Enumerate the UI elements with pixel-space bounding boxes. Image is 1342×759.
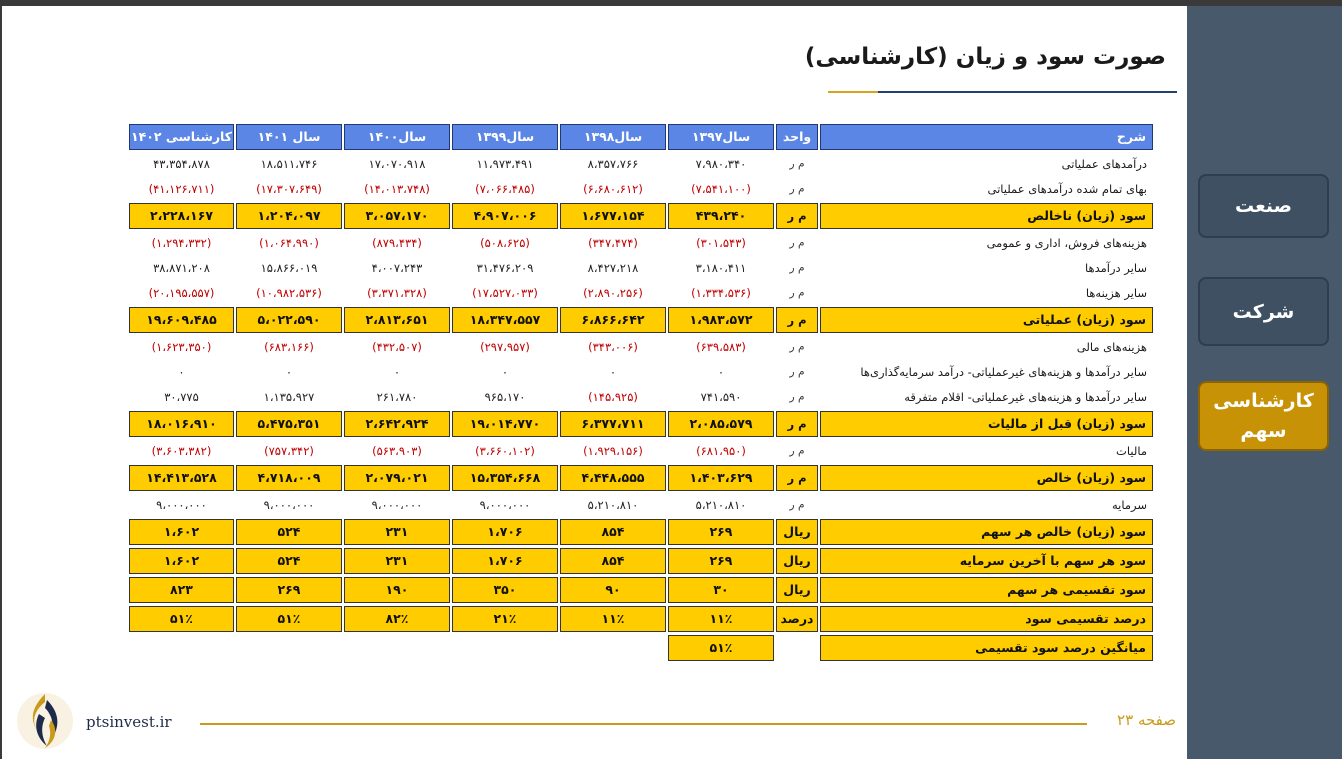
row-value: ۵۲۴ [236, 548, 342, 574]
row-value: ۱۸،۰۱۶،۹۱۰ [129, 411, 234, 437]
table-row [129, 178, 1153, 200]
row-value: (۱،۳۳۴،۵۳۶) [691, 286, 751, 300]
row-value: ۱۱٪ [560, 606, 666, 632]
row-value: (۱،۲۹۴،۳۳۲) [151, 236, 212, 250]
row-value: ۱،۹۸۳،۵۷۲ [668, 307, 774, 333]
row-value: ۵۲۴ [236, 519, 342, 545]
table-row [129, 203, 1153, 229]
row-description: سرمایه [1111, 498, 1147, 512]
row-value: ۱۴،۴۱۳،۵۲۸ [129, 465, 234, 491]
row-value: (۱۷،۵۲۷،۰۳۳) [472, 286, 538, 300]
row-value: ۱۹،۶۰۹،۴۸۵ [129, 307, 234, 333]
row-value: ۲،۸۱۳،۶۵۱ [344, 307, 450, 333]
income-statement-table-container [127, 121, 1147, 664]
row-description: درآمدهای عملیاتی [1061, 157, 1147, 171]
row-value: ۹۰ [560, 577, 666, 603]
empty-cell [560, 635, 666, 661]
row-value: ۱،۶۰۲ [129, 548, 234, 574]
row-value: (۱۰،۹۸۲،۵۳۶) [256, 286, 322, 300]
row-value: ۳۵۰ [452, 577, 558, 603]
table-row [129, 282, 1153, 304]
empty-cell [452, 635, 558, 661]
row-unit: م ر [789, 158, 805, 170]
row-value: ۴۳۹،۲۴۰ [668, 203, 774, 229]
table-row [129, 153, 1153, 175]
row-unit: م ر [776, 307, 818, 333]
row-description: سایر درآمدها [1085, 261, 1147, 275]
table-row [129, 440, 1153, 462]
row-value: ۰ [501, 365, 509, 379]
row-description: بهای تمام شده درآمدهای عملیاتی [987, 182, 1147, 196]
row-value: ۲۳۱ [344, 548, 450, 574]
row-value: ۸۵۴ [560, 519, 666, 545]
row-value: ۱۹،۰۱۴،۷۷۰ [452, 411, 558, 437]
row-value: ۹۶۵،۱۷۰ [484, 390, 526, 404]
row-unit: ریال [776, 548, 818, 574]
row-value: ۱۷،۰۷۰،۹۱۸ [368, 157, 426, 171]
row-unit: درصد [776, 606, 818, 632]
table-row [129, 232, 1153, 254]
row-value: ۸۵۴ [560, 548, 666, 574]
row-value: ۱۱٪ [668, 606, 774, 632]
row-unit: م ر [789, 262, 805, 274]
row-value: ۲،۲۲۸،۱۶۷ [129, 203, 234, 229]
row-value: ۲۶۹ [668, 519, 774, 545]
table-row [129, 494, 1153, 516]
title-underline-accent [828, 91, 878, 93]
row-value: (۷،۰۶۶،۴۸۵) [475, 182, 535, 196]
row-value: ۱،۷۰۶ [452, 519, 558, 545]
row-value: ۸،۴۲۷،۲۱۸ [587, 261, 639, 275]
row-description: سود هر سهم با آخرین سرمایه [820, 548, 1153, 574]
row-value: ۳۱،۴۷۶،۲۰۹ [476, 261, 534, 275]
page-number: صفحه ۲۳ [1117, 711, 1176, 729]
row-description: سود تقسیمی هر سهم [820, 577, 1153, 603]
row-value: ۷،۹۸۰،۳۴۰ [695, 157, 747, 171]
row-value: (۲۰،۱۹۵،۵۵۷) [148, 286, 215, 300]
per-share-row [129, 606, 1153, 632]
nav-industry-button[interactable]: صنعت [1198, 174, 1329, 238]
row-value: ۱۸،۳۴۷،۵۵۷ [452, 307, 558, 333]
row-value: (۷،۵۴۱،۱۰۰) [691, 182, 751, 196]
row-value: ۴،۴۴۸،۵۵۵ [560, 465, 666, 491]
row-description: سایر درآمدها و هزینه‌های غیرعملیاتی- درآمد سرمایه‌گذاری‌ها [860, 365, 1147, 379]
row-unit: م ر [776, 411, 818, 437]
row-value: ۵،۲۱۰،۸۱۰ [695, 498, 747, 512]
website-link[interactable]: ptsinvest.ir [86, 713, 172, 731]
row-description: سایر درآمدها و هزینه‌های غیرعملیاتی- اقلام متفرقه [904, 390, 1147, 404]
row-unit: م ر [789, 183, 805, 195]
row-value: ۱،۴۰۳،۶۲۹ [668, 465, 774, 491]
row-description: سود (زیان) ناخالص [820, 203, 1153, 229]
row-value: (۶۸۳،۱۶۶) [264, 340, 314, 354]
row-value: (۵۰۸،۶۲۵) [480, 236, 530, 250]
row-value: (۳،۶۶۰،۱۰۲) [475, 444, 535, 458]
row-description: سود (زیان) خالص [820, 465, 1153, 491]
row-value: ۸۲۳ [129, 577, 234, 603]
table-row [129, 465, 1153, 491]
table-header-row [129, 124, 1153, 150]
row-value: (۴۱،۱۲۶،۷۱۱) [148, 182, 215, 196]
table-row [129, 307, 1153, 333]
income-statement-table [127, 121, 1155, 664]
row-value: ۱،۶۰۲ [129, 519, 234, 545]
row-value: ۴،۹۰۷،۰۰۶ [452, 203, 558, 229]
row-value: ۱،۷۰۶ [452, 548, 558, 574]
row-value: ۱۸،۵۱۱،۷۴۶ [260, 157, 318, 171]
row-value: ۹،۰۰۰،۰۰۰ [371, 498, 423, 512]
row-value: ۳،۰۵۷،۱۷۰ [344, 203, 450, 229]
row-value: ۰ [178, 365, 185, 379]
row-value: (۳۴۷،۴۷۴) [588, 236, 638, 250]
row-description: مالیات [1116, 444, 1147, 458]
row-value: ۵۱٪ [236, 606, 342, 632]
title-underline [878, 91, 1177, 93]
row-description: سود (زیان) قبل از مالیات [820, 411, 1153, 437]
empty-cell [776, 635, 818, 661]
table-row [129, 257, 1153, 279]
row-description: سود (زیان) خالص هر سهم [820, 519, 1153, 545]
row-unit: م ر [776, 465, 818, 491]
row-value: ۳۰،۷۷۵ [164, 390, 199, 404]
per-share-row [129, 519, 1153, 545]
table-row [129, 361, 1153, 383]
row-value: ۹،۰۰۰،۰۰۰ [263, 498, 315, 512]
header-description: شرح [820, 124, 1153, 150]
row-value: (۱۷،۳۰۷،۶۴۹) [256, 182, 322, 196]
row-unit: م ر [789, 445, 805, 457]
row-unit: م ر [789, 366, 805, 378]
row-value: ۶،۳۷۷،۷۱۱ [560, 411, 666, 437]
row-value: ۲۳۱ [344, 519, 450, 545]
row-value: ۴۳،۳۵۴،۸۷۸ [153, 157, 210, 171]
footer-divider [200, 723, 1087, 725]
row-value: (۱،۰۶۴،۹۹۰) [259, 236, 319, 250]
row-value: ۲،۰۷۹،۰۲۱ [344, 465, 450, 491]
row-value: ۴،۰۰۷،۲۴۳ [371, 261, 423, 275]
row-unit: م ر [789, 499, 805, 511]
row-value: (۳۰۱،۵۴۳) [696, 236, 746, 250]
row-value: ۱۵،۸۶۶،۰۱۹ [260, 261, 318, 275]
nav-stock-valuation-button[interactable]: کارشناسی سهم [1198, 381, 1329, 451]
row-value: (۶۳۹،۵۸۳) [696, 340, 746, 354]
header-estimate-1402: کارشناسی ۱۴۰۲ [129, 124, 234, 150]
row-value: (۳،۳۷۱،۳۲۸) [367, 286, 427, 300]
empty-cell [236, 635, 342, 661]
row-value: ۵۱٪ [129, 606, 234, 632]
header-year-1397: سال۱۳۹۷ [668, 124, 774, 150]
row-value: ۲،۰۸۵،۵۷۹ [668, 411, 774, 437]
row-value: (۲،۸۹۰،۲۵۶) [583, 286, 643, 300]
table-row [129, 411, 1153, 437]
row-value: ۴،۷۱۸،۰۰۹ [236, 465, 342, 491]
row-value: ۲۶۹ [668, 548, 774, 574]
row-value: ۰ [609, 365, 617, 379]
row-value: (۱،۶۲۳،۳۵۰) [151, 340, 212, 354]
row-value: ۷۴۱،۵۹۰ [700, 390, 742, 404]
row-unit: م ر [789, 391, 805, 403]
row-value: ۱،۲۰۴،۰۹۷ [236, 203, 342, 229]
row-unit: م ر [789, 287, 805, 299]
window-top-border [0, 0, 1342, 6]
row-value: ۱،۶۷۷،۱۵۴ [560, 203, 666, 229]
row-value: ۵،۲۱۰،۸۱۰ [587, 498, 639, 512]
per-share-row [129, 548, 1153, 574]
row-value: (۱۴۵،۹۲۵) [588, 390, 638, 404]
row-unit: ریال [776, 519, 818, 545]
empty-cell [129, 635, 234, 661]
row-value: (۳،۶۰۳،۳۸۲) [151, 444, 212, 458]
row-value: ۶،۸۶۶،۶۴۲ [560, 307, 666, 333]
row-value: ۰ [717, 365, 725, 379]
company-logo [15, 690, 75, 752]
row-value: (۱،۹۲۹،۱۵۶) [583, 444, 643, 458]
header-year-1398: سال۱۳۹۸ [560, 124, 666, 150]
row-value: ۱۹۰ [344, 577, 450, 603]
row-value: ۳۸،۸۷۱،۲۰۸ [153, 261, 210, 275]
nav-company-button[interactable]: شرکت [1198, 277, 1329, 346]
row-description: میانگین درصد سود تقسیمی [820, 635, 1153, 661]
table-row [129, 336, 1153, 358]
empty-cell [344, 635, 450, 661]
row-value: (۸۷۹،۴۳۴) [372, 236, 422, 250]
row-value: (۲۹۷،۹۵۷) [480, 340, 530, 354]
row-value: ۹،۰۰۰،۰۰۰ [479, 498, 531, 512]
row-value: ۵،۰۲۲،۵۹۰ [236, 307, 342, 333]
window-left-border [0, 0, 2, 759]
row-unit: م ر [776, 203, 818, 229]
header-year-1399: سال۱۳۹۹ [452, 124, 558, 150]
row-value: ۵،۴۷۵،۳۵۱ [236, 411, 342, 437]
row-value: ۱۱،۹۷۳،۴۹۱ [476, 157, 534, 171]
row-value: ۱۵،۳۵۴،۶۶۸ [452, 465, 558, 491]
row-value: ۰ [285, 365, 293, 379]
row-unit: م ر [789, 341, 805, 353]
row-value: ۸۲٪ [344, 606, 450, 632]
row-unit: ریال [776, 577, 818, 603]
row-description: سود (زیان) عملیاتی [820, 307, 1153, 333]
row-value: ۰ [393, 365, 401, 379]
average-row [129, 635, 1153, 661]
row-value: (۷۵۷،۳۴۲) [264, 444, 314, 458]
row-value: ۸،۳۵۷،۷۶۶ [587, 157, 639, 171]
row-value: ۵۱٪ [668, 635, 774, 661]
row-value: (۶،۶۸۰،۶۱۲) [583, 182, 643, 196]
row-value: (۶۸۱،۹۵۰) [696, 444, 746, 458]
row-value: ۹،۰۰۰،۰۰۰ [156, 498, 207, 512]
row-value: ۱،۱۳۵،۹۲۷ [263, 390, 315, 404]
row-description: سایر هزینه‌ها [1085, 286, 1147, 300]
row-value: (۳۴۳،۰۰۶) [588, 340, 638, 354]
header-year-1400: سال۱۴۰۰ [344, 124, 450, 150]
table-body [129, 153, 1153, 661]
row-description: هزینه‌های مالی [1076, 340, 1147, 354]
row-value: (۵۶۳،۹۰۳) [372, 444, 422, 458]
row-description: درصد تقسیمی سود [820, 606, 1153, 632]
row-value: ۲۶۹ [236, 577, 342, 603]
row-value: ۲۶۱،۷۸۰ [376, 390, 418, 404]
row-value: ۲۱٪ [452, 606, 558, 632]
row-unit: م ر [789, 237, 805, 249]
row-description: هزینه‌های فروش، اداری و عمومی [986, 236, 1147, 250]
row-value: (۴۳۲،۵۰۷) [372, 340, 422, 354]
page-title: صورت سود و زیان (کارشناسی) [804, 44, 1166, 70]
table-row [129, 386, 1153, 408]
row-value: ۲،۶۴۲،۹۲۴ [344, 411, 450, 437]
per-share-row [129, 577, 1153, 603]
row-value: ۳۰ [668, 577, 774, 603]
row-value: (۱۴،۰۱۳،۷۴۸) [364, 182, 430, 196]
row-value: ۳،۱۸۰،۴۱۱ [695, 261, 747, 275]
header-year-1401: سال ۱۴۰۱ [236, 124, 342, 150]
header-unit: واحد [776, 124, 818, 150]
